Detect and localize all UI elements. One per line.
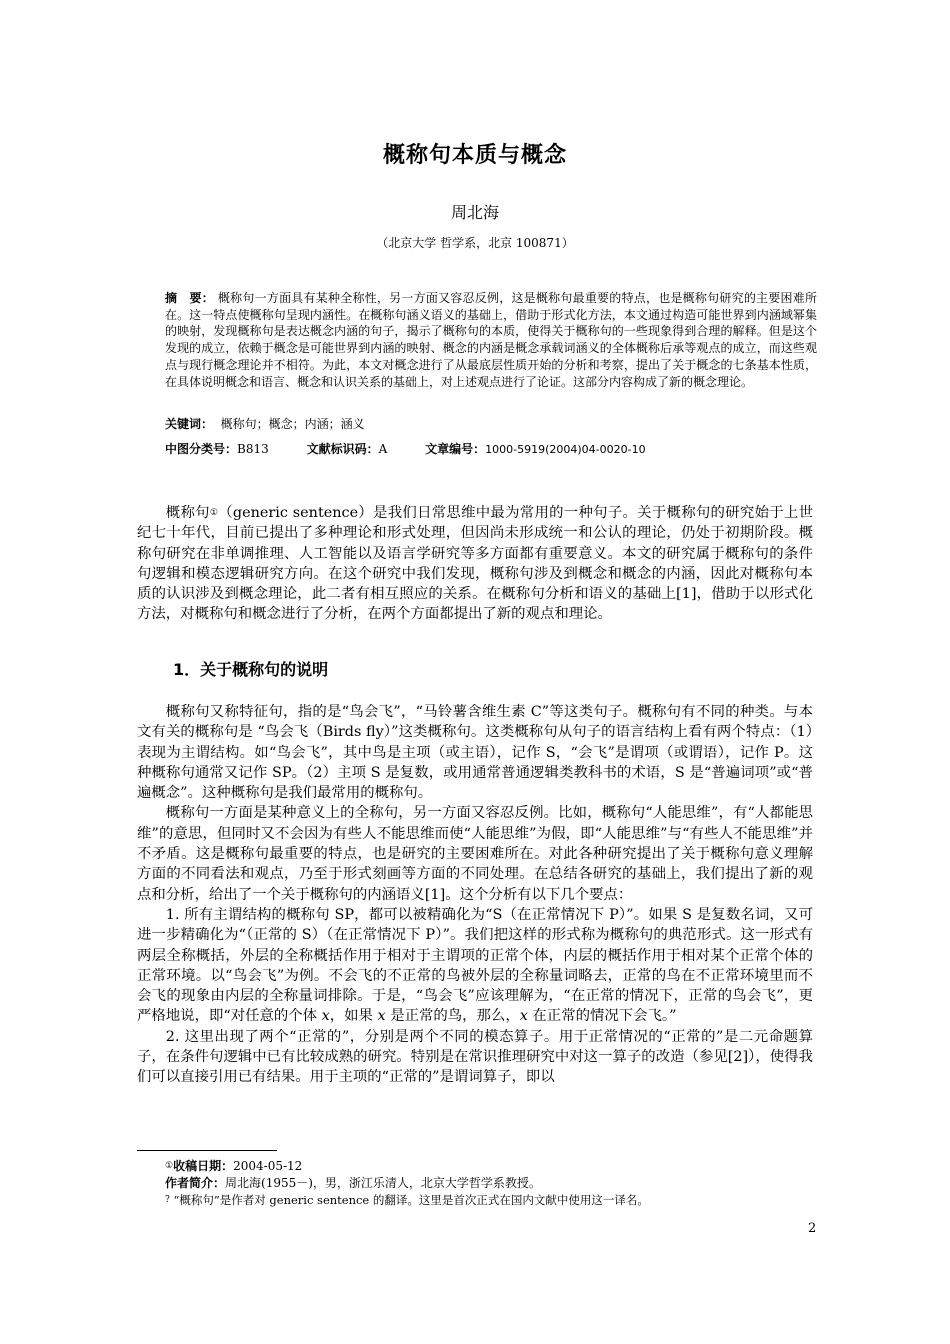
keywords xyxy=(165,415,817,432)
footnote-author: 作者简介：周北海(1955－)，男，浙江乐清人，北京大学哲学系教授。 xyxy=(165,1176,541,1190)
section-paragraph: 概称句又称特征句，指的是“鸟会飞”，“马铃薯含维生素 C”等这类句子。概称句有不同的种类。与本文有关的概称句是 “鸟会飞（Birds fly）”这类概称句。这类概称句从句子的语言结构上看有两个特点：（1）表现为主谓结构。如“鸟会飞”，其中鸟是主项（或主语），记作 S，“会飞”是谓项（或谓语），记作 P。这种概称句通常又记作 SP。（2）主项 S 是复数，或用通常普通逻辑类教科书的术语，S 是“普遍词项”或“普遍概念”。这种概称句是我们最常用的概称句。 xyxy=(137,704,813,802)
abstract-label: 摘 要： xyxy=(165,291,214,305)
author-name: 周北海 xyxy=(450,203,499,222)
author-affiliation: （北京大学 哲学系，北京 100871） xyxy=(376,236,574,250)
section-paragraph: 概称句一方面是某种意义上的全称句，另一方面又容忍反例。比如，概称句“人能思维”，有“人都能思维”的意思，但同时又不会因为有些人不能思维而使“人能思维”为假，即“人能思维”与“有些人不能思维”并不矛盾。这是概称句最重要的特点，也是研究的主要困难所在。对此各种研究提出了关于概称句意义理解方面的不同看法和观点，乃至于形式刻画等方面的不同处理。在总结各研究的基础上，我们提出了新的观点和分析，给出了一个关于概称句的内涵语义[1]。这个分析有以下几个要点： xyxy=(137,805,813,903)
document-code: 文献标识码：A xyxy=(306,442,388,456)
section-paragraph: 1. 所有主谓结构的概称句 SP，都可以被精确化为“S（在正常情况下 P）”。如果 S 是复数名词，又可进一步精确化为“（正常的 S）（在正常情况下 P）”。我们把这样的形式称为概称句的典范形式。这一形式有两层全称概括，外层的全称概括作用于相对于主谓项的正常个体，内层的概括作用于相对某个正常个体的正常环境。以“鸟会飞”为例。不会飞的不正常的鸟被外层的全称量词略去，正常的鸟在不正常环境里而不会飞的现象由内层的全称量词排除。于是，“鸟会飞”应该理解为，“在正常的情况下，正常的鸟会飞”，更严格地说，即“对任意的个体 x，如果 x 是正常的鸟，那么，x 在正常的情况下会飞。” xyxy=(137,906,813,1025)
footnote-translation: ? “概称句”是作者对 generic sentence 的翻译。这里是首次正式在国内文献中使用这一译名。 xyxy=(165,1193,649,1207)
footnote-divider xyxy=(137,1150,277,1151)
abstract xyxy=(165,290,817,390)
paper-title: 概称句本质与概念 xyxy=(382,143,567,168)
footnote-received: ①收稿日期：2004-05-12 xyxy=(165,1159,303,1173)
abstract-text: 概称句一方面具有某种全称性，另一方面又容忍反例，这是概称句最重要的特点，也是概称句研究的主要困难所在。这一特点使概称句呈现内涵性。在概称句涵义语义的基础上，借助于形式化方法，本文通过构造可能世界到内涵域幂集的映射，发现概称句是表达概念内涵的句子，揭示了概称句的本质，使得关于概称句的一些现象得到合理的解释。但是这个发现的成立，依赖于概念是可能世界到内涵的映射、概念的内涵是概念承载词涵义的全体概称后承等观点的成立，而这些观点与现行概念理论并不相符。为此，本文对概念进行了从最底层性质开始的分析和考察，提出了关于概念的七条基本性质，在具体说明概念和语言、概念和认识关系的基础上，对上述观点进行了论证。这部分内容构成了新的概念理论。 xyxy=(165,291,817,389)
intro-paragraph: 概称句①（generic sentence）是我们日常思维中最为常用的一种句子。关于概称句的研究始于上世纪七十年代，目前已提出了多种理论和形式处理，但因尚未形成统一和公认的理论，仍处于初期阶段。概称句研究在非单调推理、人工智能以及语言学研究等多方面都有重要意义。本文的研究属于概称句的条件句逻辑和模态逻辑研究方向。在这个研究中我们发现，概称句涉及到概念和概念的内涵，因此对概称句本质的认识涉及到概念理论，此二者有相互照应的关系。在概称句分析和语义的基础上[1]，借助于以形式化方法，对概称句和概念进行了分析，在两个方面都提出了新的观点和理论。 xyxy=(137,505,813,623)
classification-line xyxy=(165,440,817,457)
section-body xyxy=(137,702,813,1088)
clc-number: 中图分类号：B813 xyxy=(165,442,269,456)
article-number: 文章编号：1000-5919(2004)04-0020-10 xyxy=(425,442,646,456)
keywords-text: 概称句；概念；内涵；涵义 xyxy=(220,417,365,431)
section-paragraph: 2. 这里出现了两个“正常的”，分别是两个不同的模态算子。用于正常情况的“正常的”是二元命题算子，在条件句逻辑中已有比较成熟的研究。特别是在常识推理研究中对这一算子的改造（参见[2]），使得我们可以直接引用已有结果。用于主项的“正常的”是谓词算子，即以 xyxy=(137,1028,813,1086)
footnote-ref[interactable]: ① xyxy=(209,508,219,518)
keywords-label: 关键词： xyxy=(165,417,214,431)
section-heading: 1．关于概称句的说明 xyxy=(173,660,329,679)
page-number: 2 xyxy=(808,1221,817,1236)
